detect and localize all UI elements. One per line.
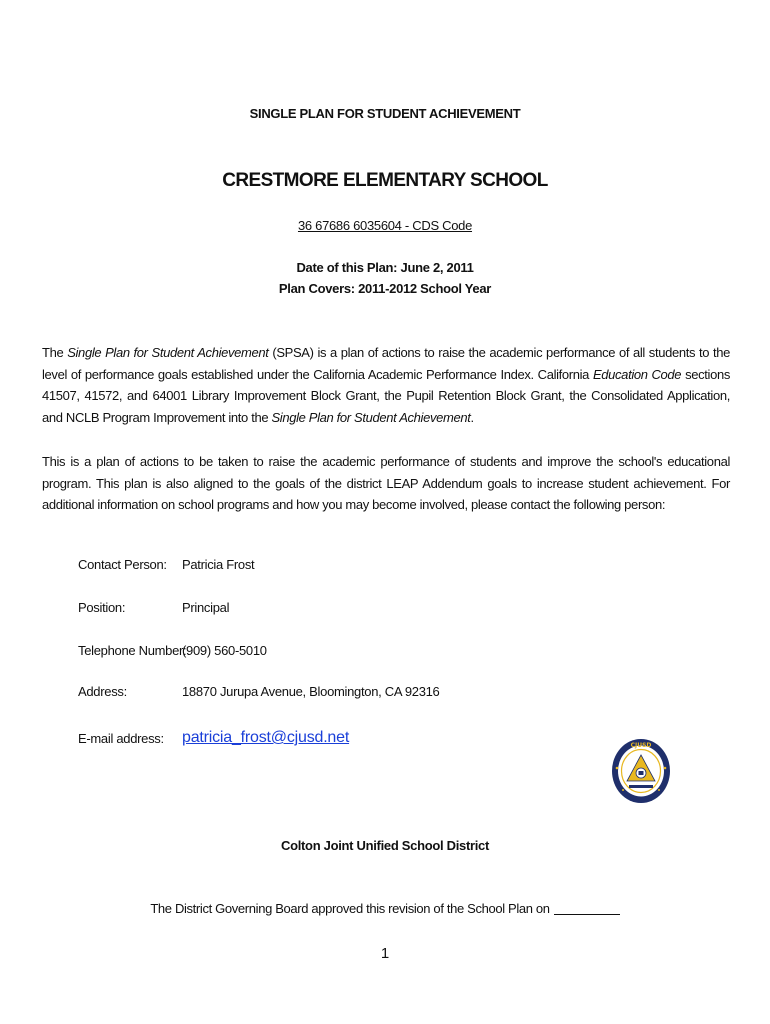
email-link[interactable]: patricia_frost@cjusd.net xyxy=(182,729,350,746)
intro-text-1: The xyxy=(42,345,68,360)
position-label: Position: xyxy=(78,600,126,615)
address-value: 18870 Jurupa Avenue, Bloomington, CA 92316 xyxy=(182,684,440,699)
email-label: E-mail address: xyxy=(78,731,164,746)
address-label: Address: xyxy=(78,684,127,699)
intro-text-4: . xyxy=(470,409,474,425)
cds-code: 36 67686 6035604 - CDS Code xyxy=(297,218,473,233)
position-value: Principal xyxy=(182,600,230,615)
intro-text-2: (SPSA) is a plan of actions to raise the academic performance of all students to the level of performance goals established under the California Academic Performance Index. California xyxy=(42,345,730,382)
document-header: SINGLE PLAN FOR STUDENT ACHIEVEMENT xyxy=(249,106,521,121)
telephone-value: (909) 560-5010 xyxy=(182,643,267,658)
seal-text: CJUSD xyxy=(630,742,652,749)
contact-person-label: Contact Person: xyxy=(78,557,167,572)
telephone-label: Telephone Number: xyxy=(78,643,187,658)
district-seal-icon xyxy=(611,738,671,804)
intro-italic-2: Education Code xyxy=(592,366,682,382)
district-name: Colton Joint Unified School District xyxy=(280,838,490,853)
intro-text-3: sections 41507, 41572, and 64001 Library Improvement Block Grant, the Pupil Retention Block Grant, the Consolidated Application, and NCLB Program Improvement into the xyxy=(42,366,730,425)
plan-covers: Plan Covers: 2011-2012 School Year xyxy=(278,281,492,296)
intro-paragraph xyxy=(42,342,730,428)
contact-paragraph: This is a plan of actions to be taken to raise the academic performance of students and improve the school's educational program. This plan is also aligned to the goals of the district LEAP Addendum goals to increase student achievement. For additional information on school programs and how you may become involved, please contact the following person: xyxy=(42,454,730,512)
page-number: 1 xyxy=(380,945,390,962)
intro-italic-3: Single Plan for Student Achievement xyxy=(271,409,471,425)
intro-italic-1: Single Plan for Student Achievement xyxy=(67,345,269,360)
plan-date: Date of this Plan: June 2, 2011 xyxy=(296,260,474,275)
school-name: CRESTMORE ELEMENTARY SCHOOL xyxy=(222,170,548,191)
contact-person-value: Patricia Frost xyxy=(182,557,255,572)
approval-text: The District Governing Board approved this revision of the School Plan on xyxy=(150,901,550,916)
approval-statement xyxy=(0,901,770,916)
approval-date-blank xyxy=(554,914,620,915)
